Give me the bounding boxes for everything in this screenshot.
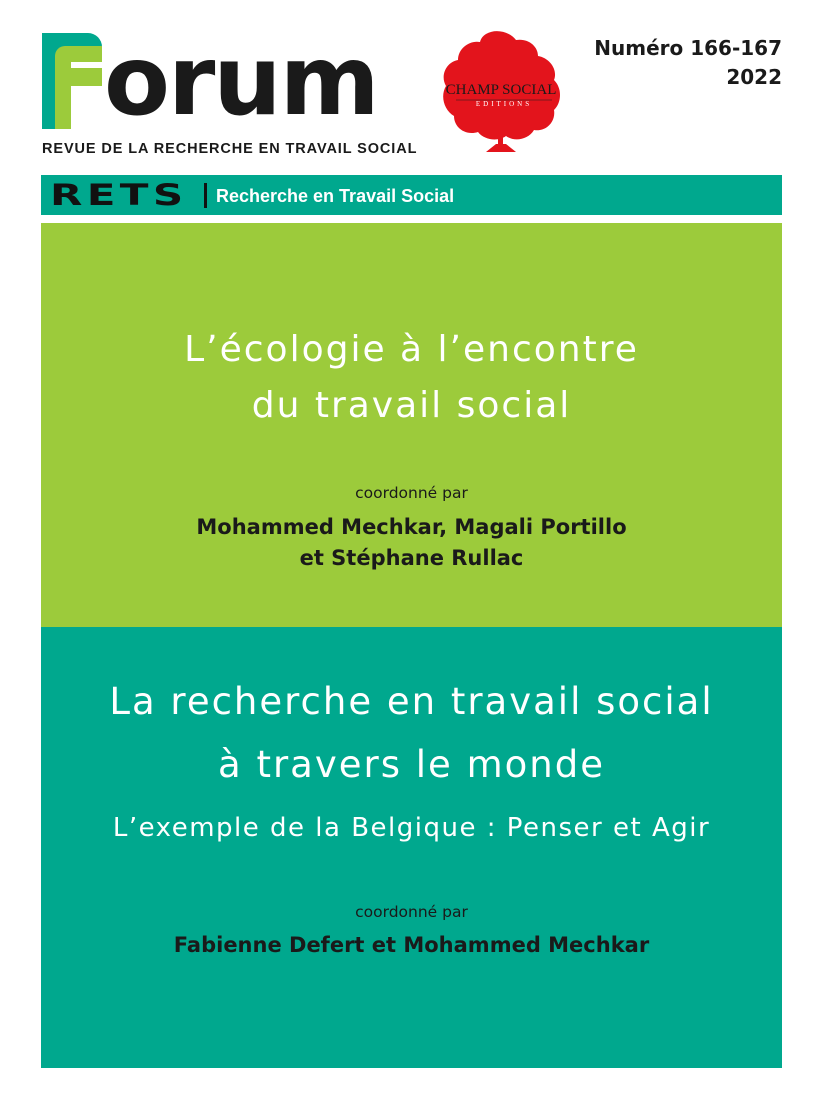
section1-title-line2: du travail social	[251, 385, 572, 426]
rets-label: Recherche en Travail Social	[216, 186, 455, 206]
section1-authors	[41, 512, 782, 574]
section1-title	[41, 322, 782, 434]
section1-title-line1: L’écologie à l’encontre	[184, 329, 639, 370]
section1-coordinated-by: coordonné par	[355, 484, 468, 502]
rets-separator	[204, 183, 207, 208]
section2-title-line1: La recherche en travail social	[109, 680, 714, 723]
rets-acronym: RETS	[50, 178, 188, 212]
section2-authors: Fabienne Defert et Mohammed Mechkar	[173, 933, 650, 957]
section2-title	[41, 670, 782, 796]
forum-logo-word: orum	[104, 25, 378, 137]
section1-authors-line2: et Stéphane Rullac	[299, 546, 524, 570]
section2-subtitle: L’exemple de la Belgique : Penser et Agir	[112, 813, 711, 843]
issue-year: 2022	[726, 65, 782, 89]
section2-title-line2: à travers le monde	[218, 743, 605, 786]
forum-logo-f-bar	[71, 68, 102, 86]
section2-coordinated-by: coordonné par	[355, 903, 468, 921]
journal-tagline: REVUE DE LA RECHERCHE EN TRAVAIL SOCIAL	[42, 141, 418, 157]
publisher-name: CHAMP SOCIAL	[445, 82, 557, 98]
section1-authors-line1: Mohammed Mechkar, Magali Portillo	[196, 515, 627, 539]
issue-number: Numéro 166-167	[594, 36, 782, 60]
publisher-sub: EDITIONS	[475, 100, 533, 108]
issue-info	[594, 34, 782, 92]
champ-social-tree-logo	[436, 30, 566, 155]
